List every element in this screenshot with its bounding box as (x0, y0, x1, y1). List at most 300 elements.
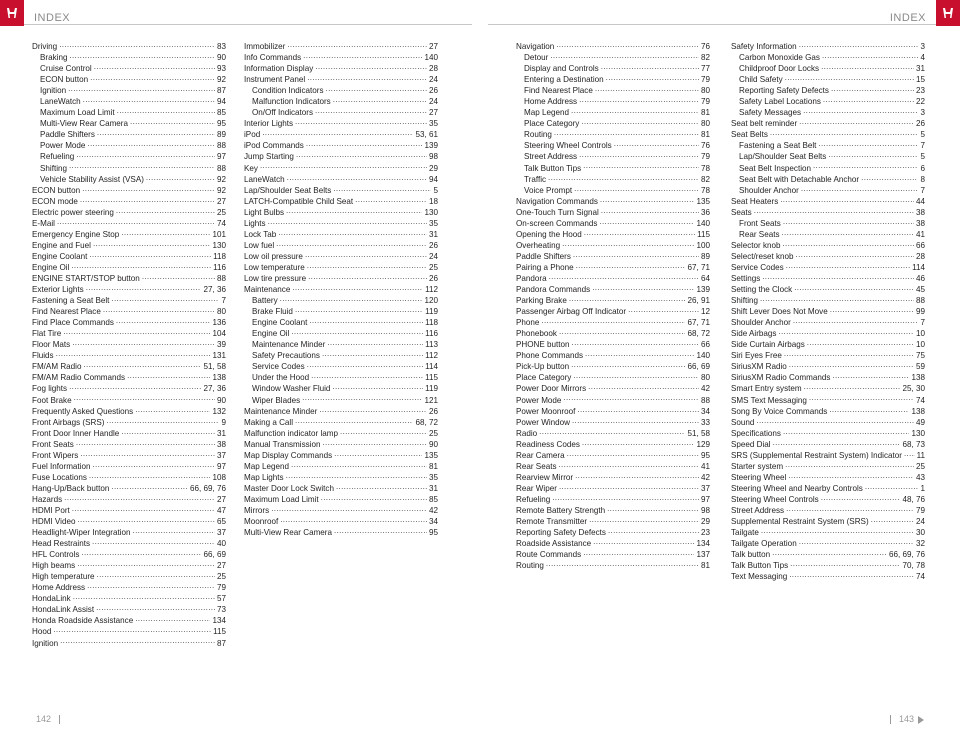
entry-page-ref[interactable]: 11 (916, 450, 925, 460)
index-entry (32, 570, 226, 581)
entry-term: Engine Oil (32, 262, 70, 272)
entry-page-ref[interactable]: 44 (915, 196, 925, 206)
dot-leader (773, 438, 901, 447)
entry-term: Flat Tire (32, 329, 62, 339)
entry-page-ref[interactable]: 36 (700, 207, 710, 217)
entry-page-ref[interactable]: 31 (915, 64, 925, 74)
entry-page-ref[interactable]: 81 (700, 108, 710, 118)
entry-page-ref[interactable]: 89 (216, 130, 226, 140)
index-subentry (32, 95, 226, 106)
dot-leader (53, 625, 211, 634)
index-entry (244, 195, 438, 206)
dot-leader (562, 239, 694, 248)
entry-page-ref[interactable]: 132 (212, 406, 226, 416)
entry-page-ref[interactable]: 138 (212, 373, 226, 383)
entry-page-ref[interactable]: 139 (696, 285, 710, 295)
entry-page-ref[interactable]: 92 (216, 185, 226, 195)
entry-page-ref[interactable]: 87 (216, 86, 226, 96)
entry-page-ref[interactable]: 66 (915, 240, 925, 250)
entry-page-ref[interactable]: 38 (915, 207, 925, 217)
entry-page-ref[interactable]: 119 (425, 307, 438, 317)
entry-page-ref[interactable]: 130 (212, 240, 226, 250)
index-entry (731, 250, 925, 261)
entry-term: High beams (32, 561, 76, 571)
entry-page-ref[interactable]: 12 (700, 307, 710, 317)
entry-term: Specifications (731, 428, 781, 438)
entry-page-ref[interactable]: 7 (920, 185, 925, 195)
entry-term: Fog lights (32, 384, 68, 394)
entry-page-ref[interactable]: 27 (428, 42, 438, 51)
entry-page-ref[interactable]: 116 (425, 329, 438, 339)
dot-leader (68, 84, 215, 93)
entry-page-ref[interactable]: 130 (424, 207, 438, 217)
entry-page-ref[interactable]: 68, 72 (687, 329, 710, 339)
index-entry (731, 305, 925, 316)
entry-term: Steering Wheel (731, 472, 787, 482)
dot-leader (559, 460, 699, 469)
entry-page-ref[interactable]: 97 (216, 152, 226, 162)
entry-term: Tailgate Operation (731, 539, 797, 549)
entry-page-ref[interactable]: 113 (425, 340, 438, 350)
entry-page-ref[interactable]: 136 (212, 318, 226, 328)
entry-page-ref[interactable]: 76 (700, 141, 710, 151)
entry-page-ref[interactable]: 38 (216, 439, 226, 449)
entry-page-ref[interactable]: 81 (700, 561, 710, 571)
index-entry (731, 526, 925, 537)
dot-leader (83, 95, 215, 104)
entry-page-ref[interactable]: 108 (212, 472, 226, 482)
dot-leader (295, 305, 423, 314)
entry-page-ref[interactable]: 42 (700, 384, 710, 394)
entry-page-ref[interactable]: 94 (428, 174, 438, 184)
entry-page-ref[interactable]: 140 (696, 351, 710, 361)
entry-page-ref[interactable]: 48, 76 (902, 494, 925, 504)
entry-page-ref[interactable]: 129 (696, 439, 710, 449)
entry-page-ref[interactable]: 78 (700, 185, 710, 195)
entry-term: Honda Roadside Assistance (32, 616, 134, 626)
dot-leader (72, 504, 215, 513)
entry-page-ref[interactable]: 119 (425, 384, 438, 394)
entry-page-ref[interactable]: 24 (428, 75, 438, 85)
entry-page-ref[interactable]: 80 (700, 373, 710, 383)
entry-page-ref[interactable]: 5 (920, 130, 925, 140)
entry-page-ref[interactable]: 95 (700, 450, 710, 460)
entry-page-ref[interactable]: 49 (915, 417, 925, 427)
entry-page-ref[interactable]: 5 (433, 185, 438, 195)
entry-page-ref[interactable]: 85 (216, 108, 226, 118)
entry-page-ref[interactable]: 25 (216, 207, 226, 217)
entry-page-ref[interactable]: 37 (700, 483, 710, 493)
entry-page-ref[interactable]: 5 (920, 152, 925, 162)
entry-term: Shift Lever Does Not Move (731, 307, 828, 317)
dot-leader (861, 173, 918, 182)
entry-page-ref[interactable]: 79 (700, 75, 710, 85)
entry-page-ref[interactable]: 98 (428, 152, 438, 162)
entry-page-ref[interactable]: 41 (915, 229, 925, 239)
entry-page-ref[interactable]: 18 (428, 196, 438, 206)
entry-page-ref[interactable]: 26, 91 (687, 296, 710, 306)
entry-page-ref[interactable]: 80 (216, 307, 226, 317)
index-entry (244, 62, 438, 73)
index-entry (244, 239, 438, 250)
entry-page-ref[interactable]: 26 (428, 240, 438, 250)
entry-page-ref[interactable]: 24 (915, 517, 925, 527)
index-subentry (516, 117, 710, 128)
entry-page-ref[interactable]: 67, 71 (687, 262, 710, 272)
entry-term: Readiness Codes (516, 439, 580, 449)
entry-page-ref[interactable]: 66 (700, 340, 710, 350)
entry-page-ref[interactable]: 97 (700, 494, 710, 504)
entry-page-ref[interactable]: 34 (428, 517, 438, 527)
entry-page-ref[interactable]: 134 (696, 539, 710, 549)
entry-page-ref[interactable]: 88 (915, 296, 925, 306)
entry-page-ref[interactable]: 15 (915, 75, 925, 85)
entry-page-ref[interactable]: 74 (915, 395, 925, 405)
entry-term: Making a Call (244, 417, 294, 427)
entry-page-ref[interactable]: 23 (915, 86, 925, 96)
entry-page-ref[interactable]: 112 (425, 351, 438, 361)
entry-term: Home Address (32, 583, 86, 593)
entry-page-ref[interactable]: 28 (428, 64, 438, 74)
entry-page-ref[interactable]: 94 (216, 97, 226, 107)
entry-page-ref[interactable]: 34 (700, 406, 710, 416)
dot-leader (291, 460, 427, 469)
entry-page-ref[interactable]: 51, 58 (687, 428, 710, 438)
entry-term: HondaLink (32, 594, 71, 604)
entry-page-ref[interactable]: 115 (697, 229, 710, 239)
entry-page-ref[interactable]: 88 (216, 163, 226, 173)
entry-page-ref[interactable]: 120 (424, 296, 438, 306)
entry-page-ref[interactable]: 88 (216, 141, 226, 151)
entry-page-ref[interactable]: 79 (915, 505, 925, 515)
entry-term: LaneWatch (40, 97, 81, 107)
entry-term: Window Washer Fluid (252, 384, 331, 394)
entry-page-ref[interactable]: 81 (428, 461, 438, 471)
entry-term: SiriusXM Radio Commands (731, 373, 831, 383)
entry-page-ref[interactable]: 27 (428, 108, 438, 118)
entry-page-ref[interactable]: 38 (915, 218, 925, 228)
entry-page-ref[interactable]: 33 (700, 417, 710, 427)
entry-page-ref[interactable]: 90 (428, 439, 438, 449)
index-entry (731, 471, 925, 482)
index-entry (516, 449, 710, 460)
entry-page-ref[interactable]: 25 (915, 461, 925, 471)
entry-page-ref[interactable]: 112 (425, 285, 438, 295)
entry-term: LaneWatch (244, 174, 285, 184)
entry-page-ref[interactable]: 130 (911, 428, 925, 438)
entry-page-ref[interactable]: 79 (700, 152, 710, 162)
dot-leader (271, 504, 427, 513)
entry-page-ref[interactable]: 65 (216, 517, 226, 527)
entry-page-ref[interactable]: 35 (428, 472, 438, 482)
entry-page-ref[interactable]: 95 (428, 528, 438, 538)
dot-leader (541, 316, 685, 325)
entry-page-ref[interactable]: 39 (216, 340, 226, 350)
index-entry (32, 294, 226, 305)
entry-page-ref[interactable]: 137 (696, 550, 710, 560)
index-subentry (731, 73, 925, 84)
entry-page-ref[interactable]: 66, 69, 76 (888, 550, 925, 560)
entry-page-ref[interactable]: 95 (216, 119, 226, 129)
arrow-right-icon[interactable] (918, 716, 924, 724)
entry-page-ref[interactable]: 24 (428, 251, 438, 261)
dot-leader (606, 73, 699, 82)
entry-page-ref[interactable]: 138 (911, 406, 925, 416)
entry-term: Head Restraints (32, 539, 91, 549)
entry-page-ref[interactable]: 31 (428, 483, 438, 493)
entry-page-ref[interactable]: 7 (920, 141, 925, 151)
entry-page-ref[interactable]: 77 (700, 64, 710, 74)
entry-term: FM/AM Radio Commands (32, 373, 126, 383)
entry-term: Selector knob (731, 240, 781, 250)
entry-page-ref[interactable]: 90 (216, 395, 226, 405)
index-subentry (32, 150, 226, 161)
entry-page-ref[interactable]: 92 (216, 174, 226, 184)
entry-page-ref[interactable]: 28 (915, 251, 925, 261)
entry-page-ref[interactable]: 79 (700, 97, 710, 107)
entry-page-ref[interactable]: 40 (216, 539, 226, 549)
entry-page-ref[interactable]: 74 (915, 572, 925, 582)
entry-page-ref[interactable]: 25 (216, 572, 226, 582)
entry-page-ref[interactable]: 115 (213, 627, 226, 637)
dot-leader (77, 515, 215, 524)
entry-page-ref[interactable]: 10 (915, 329, 925, 339)
entry-page-ref[interactable]: 27, 36 (203, 285, 226, 295)
entry-term: Carbon Monoxide Gas (739, 53, 820, 63)
index-subentry (32, 73, 226, 84)
index-entry (516, 371, 710, 382)
index-entry (244, 405, 438, 416)
entry-page-ref[interactable]: 3 (920, 108, 925, 118)
entry-page-ref[interactable]: 25 (428, 428, 438, 438)
entry-page-ref[interactable]: 87 (216, 638, 226, 648)
entry-page-ref[interactable]: 43 (915, 472, 925, 482)
index-subentry (244, 305, 438, 316)
entry-page-ref[interactable]: 82 (700, 53, 710, 63)
entry-page-ref[interactable]: 88 (700, 395, 710, 405)
entry-page-ref[interactable]: 26 (428, 273, 438, 283)
entry-page-ref[interactable]: 26 (428, 86, 438, 96)
entry-page-ref[interactable]: 67, 71 (687, 318, 710, 328)
entry-page-ref[interactable]: 27 (216, 561, 226, 571)
entry-term: Side Curtain Airbags (731, 340, 805, 350)
entry-page-ref[interactable]: 80 (700, 119, 710, 129)
entry-page-ref[interactable]: 23 (700, 528, 710, 538)
entry-page-ref[interactable]: 97 (216, 461, 226, 471)
entry-term: Shifting (40, 163, 67, 173)
entry-term: Electric power steering (32, 207, 114, 217)
entry-page-ref[interactable]: 42 (700, 472, 710, 482)
entry-page-ref[interactable]: 32 (915, 539, 925, 549)
entry-page-ref[interactable]: 135 (696, 196, 710, 206)
dot-leader (574, 184, 699, 193)
entry-term: FM/AM Radio (32, 362, 82, 372)
entry-page-ref[interactable]: 27, 36 (203, 384, 226, 394)
entry-page-ref[interactable]: 70, 78 (902, 561, 925, 571)
entry-page-ref[interactable]: 68, 72 (415, 417, 438, 427)
entry-page-ref[interactable]: 42 (428, 505, 438, 515)
entry-page-ref[interactable]: 90 (216, 53, 226, 63)
entry-page-ref[interactable]: 85 (428, 494, 438, 504)
dot-leader (306, 139, 423, 148)
entry-page-ref[interactable]: 78 (700, 163, 710, 173)
dot-leader (831, 84, 914, 93)
entry-page-ref[interactable]: 8 (920, 174, 925, 184)
entry-term: Select/reset knob (731, 251, 794, 261)
entry-page-ref[interactable]: 24 (428, 97, 438, 107)
entry-page-ref[interactable]: 115 (425, 373, 438, 383)
dot-leader (788, 471, 914, 480)
entry-page-ref[interactable]: 47 (216, 505, 226, 515)
entry-page-ref[interactable]: 101 (212, 229, 226, 239)
index-entry (731, 570, 925, 581)
entry-term: Opening the Hood (516, 229, 582, 239)
entry-page-ref[interactable]: 79 (216, 583, 226, 593)
entry-page-ref[interactable]: 57 (216, 594, 226, 604)
entry-page-ref[interactable]: 134 (212, 616, 226, 626)
entry-page-ref[interactable]: 100 (696, 240, 710, 250)
entry-page-ref[interactable]: 10 (915, 340, 925, 350)
entry-page-ref[interactable]: 66, 69 (203, 550, 226, 560)
entry-page-ref[interactable]: 73 (216, 605, 226, 615)
entry-page-ref[interactable]: 92 (216, 75, 226, 85)
entry-page-ref[interactable]: 26 (915, 119, 925, 129)
entry-term: Wiper Blades (252, 395, 301, 405)
index-entry (731, 427, 925, 438)
entry-page-ref[interactable]: 140 (424, 53, 438, 63)
entry-term: Front Seats (32, 439, 74, 449)
entry-page-ref[interactable]: 27 (216, 494, 226, 504)
dot-leader (295, 117, 427, 126)
index-entry (516, 493, 710, 504)
entry-page-ref[interactable]: 121 (424, 395, 438, 405)
entry-page-ref[interactable]: 29 (428, 163, 438, 173)
entry-page-ref[interactable]: 104 (212, 329, 226, 339)
entry-page-ref[interactable]: 35 (428, 119, 438, 129)
entry-term: Sound (731, 417, 755, 427)
entry-page-ref[interactable]: 26 (428, 406, 438, 416)
entry-page-ref[interactable]: 76 (700, 42, 710, 51)
index-entry (244, 128, 438, 139)
dot-leader (87, 581, 215, 590)
entry-page-ref[interactable]: 81 (700, 130, 710, 140)
entry-page-ref[interactable]: 131 (212, 351, 226, 361)
dot-leader (90, 73, 215, 82)
entry-page-ref[interactable]: 80 (700, 86, 710, 96)
entry-page-ref[interactable]: 4 (920, 53, 925, 63)
entry-page-ref[interactable]: 53, 61 (415, 130, 438, 140)
entry-page-ref[interactable]: 139 (424, 141, 438, 151)
index-subentry (32, 139, 226, 150)
entry-term: Seat Belt Inspection (739, 163, 811, 173)
index-entry (516, 548, 710, 559)
entry-page-ref[interactable]: 75 (915, 351, 925, 361)
entry-page-ref[interactable]: 66, 69 (687, 362, 710, 372)
entry-page-ref[interactable]: 7 (920, 318, 925, 328)
entry-term: Safety Precautions (252, 351, 320, 361)
entry-page-ref[interactable]: 51, 58 (203, 362, 226, 372)
dot-leader (302, 394, 422, 403)
entry-page-ref[interactable]: 93 (216, 64, 226, 74)
entry-page-ref[interactable]: 74 (216, 218, 226, 228)
entry-page-ref[interactable]: 41 (700, 461, 710, 471)
entry-page-ref[interactable]: 114 (912, 262, 925, 272)
entry-term: Remote Battery Strength (516, 505, 606, 515)
dot-leader (111, 294, 219, 303)
index-entry (516, 482, 710, 493)
entry-page-ref[interactable]: 27 (216, 196, 226, 206)
index-entry (516, 239, 710, 250)
entry-page-ref[interactable]: 98 (700, 505, 710, 515)
index-entry (244, 283, 438, 294)
entry-page-ref[interactable]: 82 (700, 174, 710, 184)
entry-page-ref[interactable]: 31 (216, 428, 226, 438)
entry-page-ref[interactable]: 138 (911, 373, 925, 383)
dot-leader (783, 427, 910, 436)
dot-leader (865, 482, 919, 491)
index-subentry (244, 327, 438, 338)
entry-page-ref[interactable]: 68, 73 (902, 439, 925, 449)
entry-page-ref[interactable]: 25 (428, 262, 438, 272)
entry-page-ref[interactable]: 29 (700, 517, 710, 527)
entry-page-ref[interactable]: 118 (213, 251, 226, 261)
dot-leader (262, 128, 413, 137)
entry-page-ref[interactable]: 31 (428, 229, 438, 239)
entry-page-ref[interactable]: 114 (425, 362, 438, 372)
entry-term: Starter system (731, 461, 784, 471)
entry-page-ref[interactable]: 118 (425, 318, 438, 328)
entry-page-ref[interactable]: 135 (424, 450, 438, 460)
entry-page-ref[interactable]: 25, 30 (902, 384, 925, 394)
entry-page-ref[interactable]: 22 (915, 97, 925, 107)
entry-page-ref[interactable]: 35 (428, 218, 438, 228)
entry-page-ref[interactable]: 116 (213, 262, 226, 272)
index-entry (244, 150, 438, 161)
entry-page-ref[interactable]: 64 (700, 273, 710, 283)
entry-page-ref[interactable]: 37 (216, 450, 226, 460)
index-entry (244, 117, 438, 128)
index-subentry (32, 84, 226, 95)
dot-leader (334, 526, 427, 535)
entry-page-ref[interactable]: 30 (915, 528, 925, 538)
entry-page-ref[interactable]: 45 (915, 285, 925, 295)
entry-page-ref[interactable]: 9 (221, 417, 226, 427)
index-entry (32, 559, 226, 570)
entry-page-ref[interactable]: 7 (221, 296, 226, 306)
entry-page-ref[interactable]: 3 (920, 42, 925, 51)
entry-term: HDMI Port (32, 505, 70, 515)
entry-term: Maintenance (244, 285, 291, 295)
entry-page-ref[interactable]: 59 (915, 362, 925, 372)
dot-leader (76, 438, 215, 447)
entry-page-ref[interactable]: 140 (696, 218, 710, 228)
entry-term: Hazards (32, 494, 63, 504)
entry-term: Smart Entry system (731, 384, 802, 394)
entry-page-ref[interactable]: 37 (216, 528, 226, 538)
entry-page-ref[interactable]: 6 (920, 163, 925, 173)
entry-page-ref[interactable]: 89 (700, 251, 710, 261)
entry-page-ref[interactable]: 1 (920, 483, 925, 493)
dot-leader (801, 184, 919, 193)
entry-page-ref[interactable]: 99 (915, 307, 925, 317)
entry-page-ref[interactable]: 88 (216, 273, 226, 283)
index-entry (32, 371, 226, 382)
entry-page-ref[interactable]: 66, 69, 76 (189, 483, 226, 493)
dot-leader (106, 416, 219, 425)
entry-term: Shifting (731, 296, 758, 306)
entry-page-ref[interactable]: 46 (915, 273, 925, 283)
entry-page-ref[interactable]: 83 (216, 42, 226, 51)
